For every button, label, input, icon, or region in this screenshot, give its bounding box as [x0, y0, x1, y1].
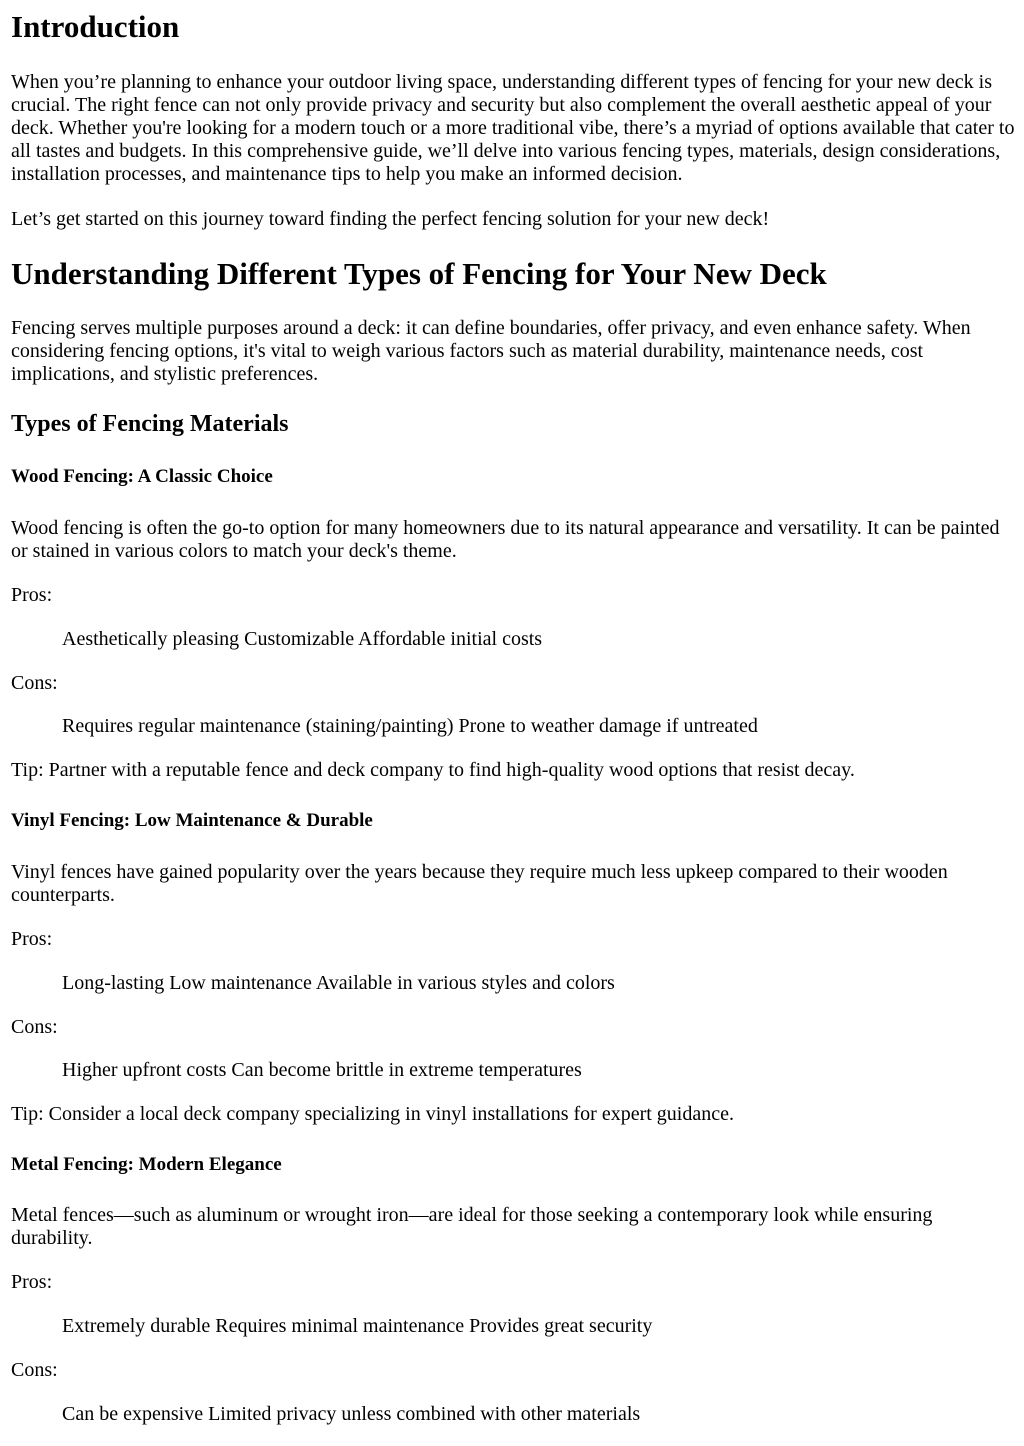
- wood-cons-label: Cons:: [11, 672, 58, 694]
- wood-pros-label: Pros:: [11, 584, 53, 606]
- metal-pros-list: Extremely durable Requires minimal maintenance Provides great security: [62, 1315, 653, 1337]
- materials-heading: Types of Fencing Materials: [11, 411, 289, 437]
- understanding-heading: Understanding Different Types of Fencing for Your New Deck: [11, 256, 827, 291]
- vinyl-cons-label: Cons:: [11, 1016, 58, 1038]
- metal-cons-label: Cons:: [11, 1359, 58, 1381]
- wood-tip: Tip: Partner with a reputable fence and deck company to find high-quality wood options that resist decay.: [11, 759, 855, 781]
- wood-heading: Wood Fencing: A Classic Choice: [11, 466, 273, 487]
- intro-heading: Introduction: [11, 9, 180, 44]
- vinyl-tip: Tip: Consider a local deck company specializing in vinyl installations for expert guidance.: [11, 1103, 734, 1125]
- wood-description: Wood fencing is often the go-to option for many homeowners due to its natural appearance and versatility. It can be painted or stained in various colors to match your deck's theme.: [11, 517, 1000, 562]
- intro-paragraph: When you’re planning to enhance your outdoor living space, understanding different types of fencing for your new deck is crucial. The right fence can not only provide privacy and security but also complement the overall aesthetic appeal of your deck. Whether you're looking for a modern touch or a more traditional vibe, there’s a myriad of options available that cater to all tastes and budgets. In this comprehensive guide, we’ll delve into various fencing types, materials, design considerations, installation processes, and maintenance tips to help you make an informed decision.: [11, 71, 1015, 185]
- vinyl-pros-list: Long-lasting Low maintenance Available in various styles and colors: [62, 972, 615, 994]
- understanding-paragraph: Fencing serves multiple purposes around a deck: it can define boundaries, offer privacy, and even enhance safety. When considering fencing options, it's vital to weigh various factors such as material durability, maintenance needs, cost implications, and stylistic preferences.: [11, 317, 971, 385]
- vinyl-cons-list: Higher upfront costs Can become brittle in extreme temperatures: [62, 1059, 582, 1081]
- metal-cons-list: Can be expensive Limited privacy unless combined with other materials: [62, 1403, 641, 1425]
- metal-pros-label: Pros:: [11, 1271, 53, 1293]
- vinyl-pros-label: Pros:: [11, 928, 53, 950]
- vinyl-description: Vinyl fences have gained popularity over the years because they require much less upkeep compared to their wooden counterparts.: [11, 861, 948, 906]
- vinyl-heading: Vinyl Fencing: Low Maintenance & Durable: [11, 810, 373, 831]
- wood-cons-list: Requires regular maintenance (staining/painting) Prone to weather damage if untreated: [62, 715, 758, 737]
- intro-closing-paragraph: Let’s get started on this journey toward finding the perfect fencing solution for your new deck!: [11, 208, 770, 230]
- metal-description: Metal fences—such as aluminum or wrought iron—are ideal for those seeking a contemporary look while ensuring durability.: [11, 1204, 933, 1249]
- wood-pros-list: Aesthetically pleasing Customizable Affordable initial costs: [62, 628, 543, 650]
- metal-heading: Metal Fencing: Modern Elegance: [11, 1154, 282, 1175]
